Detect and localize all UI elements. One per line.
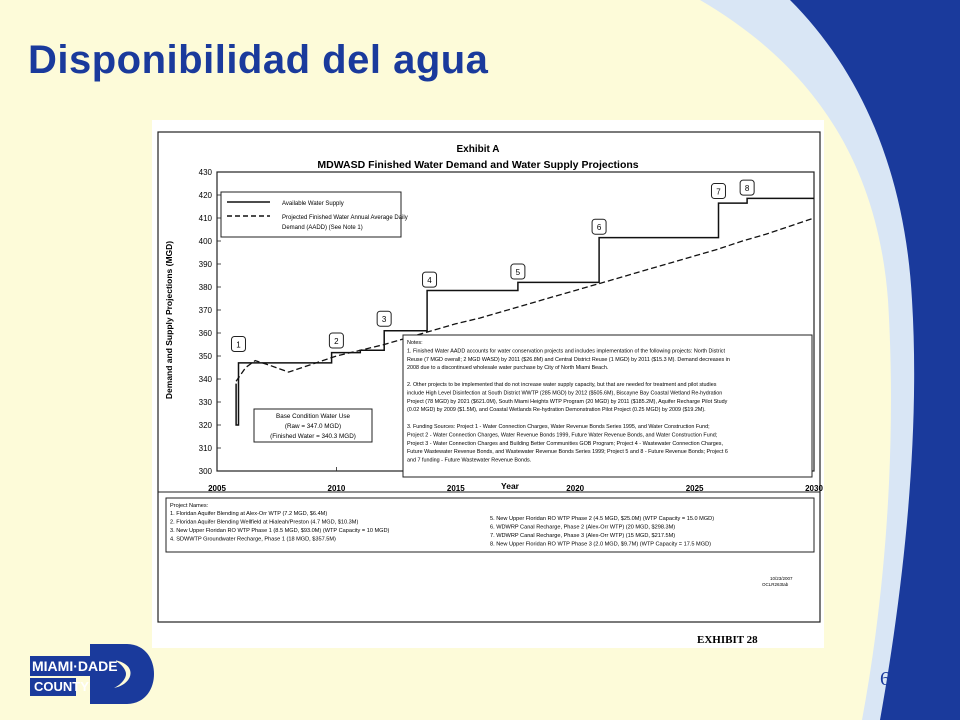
project-marker-7 bbox=[711, 184, 725, 199]
notes-line: Project 2 - Water Connection Charges, Water Revenue Bonds 1999, Future Water Revenue Bonds, and Water Construction Fund; bbox=[407, 432, 718, 439]
x-tick-label: 2010 bbox=[327, 484, 346, 493]
notes-line: Project 3 - Water Connection Charges and Building Better Communities GOB Program; Project 4 - Wastewater Connection Charges, bbox=[407, 440, 723, 447]
y-tick-label: 420 bbox=[198, 191, 212, 200]
y-tick-label: 380 bbox=[198, 283, 212, 292]
project-marker-label: 6 bbox=[596, 223, 602, 233]
project-name-right: 5. New Upper Floridan RO WTP Phase 2 (4.5 MGD, $25.0M) (WTP Capacity = 15.0 MGD) bbox=[490, 516, 715, 522]
project-marker-label: 3 bbox=[381, 315, 387, 325]
y-tick-label: 330 bbox=[198, 398, 212, 407]
notes-text bbox=[407, 340, 730, 464]
project-marker-label: 8 bbox=[744, 184, 750, 194]
x-tick-label: 2020 bbox=[566, 484, 585, 493]
exhibit-header: Exhibit A bbox=[456, 144, 500, 155]
legend-label-demand-line2: Demand (AADD) (See Note 1) bbox=[282, 225, 363, 231]
notes-line: include High Level Disinfection at South District WWTP (285 MGD) by 2012 ($505.6M), Biscayne Bay Coastal Wetland Re-hydration bbox=[407, 390, 723, 397]
notes-line: (0.02 MGD) by 2009 ($1.5M), and Coastal Wetlands Re-hydration Demonstration Pilot Project (0.25 MGD) by 2009 ($19.2M). bbox=[407, 407, 706, 414]
y-tick-label: 350 bbox=[198, 352, 212, 361]
project-marker-label: 7 bbox=[716, 187, 721, 197]
stamp-date: 10/23/2007 bbox=[770, 576, 793, 581]
exhibit-chart bbox=[152, 120, 824, 648]
notes-line: Reuse (7 MGD overall; 2 MGD WASD) by 2011 ($26.8M) and Central District Reuse (1 MGD) by 2011 ($15.3 M). Demand decreases in bbox=[407, 356, 730, 363]
x-tick-label: 2030 bbox=[805, 484, 823, 493]
y-axis-label: Demand and Supply Projections (MGD) bbox=[164, 240, 174, 400]
base-condition-line1: Base Condition Water Use bbox=[276, 413, 350, 420]
exhibit-footer: EXHIBIT 28 bbox=[697, 634, 758, 646]
y-tick-labels bbox=[199, 168, 221, 476]
y-tick-label: 370 bbox=[198, 306, 212, 315]
x-tick-label: 2025 bbox=[685, 484, 704, 493]
project-marker-6 bbox=[592, 219, 606, 234]
project-name-left: 1. Floridan Aquifer Blending at Alex-Orr WTP (7.2 MGD, $6.4M) bbox=[170, 511, 328, 517]
x-tick-label: 2005 bbox=[208, 484, 226, 493]
project-marker-label: 2 bbox=[334, 337, 339, 347]
notes-line: Notes: bbox=[407, 340, 423, 346]
logo-graphic bbox=[30, 640, 154, 708]
x-axis-label: Year bbox=[501, 481, 519, 491]
notes-line: Future Wastewater Revenue Bonds, and Wastewater Revenue Bonds Series 1999; Project 5 and 8 - Future Revenue Bonds; Project 6 bbox=[407, 449, 728, 456]
exhibit-scan bbox=[152, 120, 824, 648]
y-tick-label: 340 bbox=[198, 375, 212, 384]
project-name-left: 4. SDWWTP Groundwater Recharge, Phase 1 (18 MGD, $357.5M) bbox=[170, 536, 336, 543]
notes-line: 1. Finished Water AADD accounts for water conservation projects and includes implementation of the following projects: North District bbox=[407, 348, 725, 355]
notes-line: 2. Other projects to be implemented that do not increase water supply capacity, but that are needed for treatment and pilot studies bbox=[407, 382, 717, 388]
project-marker-1 bbox=[231, 337, 245, 352]
y-tick-label: 410 bbox=[198, 214, 212, 223]
x-tick-label: 2015 bbox=[446, 484, 465, 493]
y-tick-label: 300 bbox=[198, 467, 212, 476]
logo-line2: COUNTY bbox=[34, 679, 89, 694]
project-marker-5 bbox=[511, 264, 525, 279]
stamp-ref: OCLR263tab bbox=[762, 582, 789, 587]
legend-label-supply: Available Water Supply bbox=[282, 201, 344, 207]
logo-line1: MIAMI·DADE bbox=[32, 658, 118, 674]
project-marker-label: 5 bbox=[515, 268, 521, 278]
y-tick-label: 400 bbox=[198, 237, 212, 246]
project-name-left: 3. New Upper Floridan RO WTP Phase 1 (8.5 MGD, $93.0M) (WTP Capacity = 10 MGD) bbox=[170, 528, 390, 534]
project-names-header: Project Names: bbox=[170, 503, 209, 509]
y-tick-label: 360 bbox=[198, 329, 212, 338]
notes-line: Project (78 MGD) by 2021 ($621.0M), South Miami Heights WTP Program (20 MGD) by 2011 ($185.2M), Aquifer Recharge Pilot Study bbox=[407, 398, 728, 405]
project-marker-2 bbox=[329, 333, 343, 348]
slide-title: Disponibilidad del agua bbox=[28, 38, 489, 82]
project-name-right: 7. WDWRP Canal Recharge, Phase 3 (Alex-Orr WTP) (15 MGD, $217.5M) bbox=[490, 533, 676, 539]
notes-line: and 7 funding - Future Wastewater Revenue Bonds. bbox=[407, 457, 532, 464]
notes-line: 3. Funding Sources: Project 1 - Water Connection Charges, Water Revenue Bonds Series 1995, and Water Construction Fund; bbox=[407, 424, 710, 430]
miami-dade-logo bbox=[30, 640, 154, 708]
y-tick-label: 430 bbox=[198, 168, 212, 177]
project-marker-4 bbox=[423, 272, 437, 287]
y-tick-label: 310 bbox=[198, 444, 212, 453]
notes-line: 2008 due to a discontinued wholesale water purchase by City of North Miami Beach. bbox=[407, 365, 609, 372]
y-tick-label: 390 bbox=[198, 260, 212, 269]
project-marker-label: 1 bbox=[236, 340, 241, 350]
project-name-right: 8. New Upper Floridan RO WTP Phase 3 (2.0 MGD, $9.7M) (WTP Capacity = 17.5 MGD) bbox=[490, 541, 711, 548]
base-condition-line3: (Finished Water = 340.3 MGD) bbox=[270, 433, 356, 440]
page-number: 6 bbox=[880, 668, 890, 690]
legend-label-demand-line1: Projected Finished Water Annual Average Daily bbox=[282, 215, 408, 221]
base-condition-line2: (Raw = 347.0 MGD) bbox=[284, 423, 342, 430]
project-name-right: 6. WDWRP Canal Recharge, Phase 2 (Alex-Orr WTP) (20 MGD, $298.3M) bbox=[490, 524, 676, 531]
y-tick-label: 320 bbox=[198, 421, 212, 430]
project-marker-8 bbox=[740, 180, 754, 195]
project-name-left: 2. Floridan Aquifer Blending Wellfield at Hialeah/Preston (4.7 MGD, $10.3M) bbox=[170, 519, 359, 526]
project-marker-3 bbox=[377, 311, 391, 326]
project-marker-label: 4 bbox=[427, 276, 432, 286]
chart-title: MDWASD Finished Water Demand and Water Supply Projections bbox=[317, 159, 639, 171]
